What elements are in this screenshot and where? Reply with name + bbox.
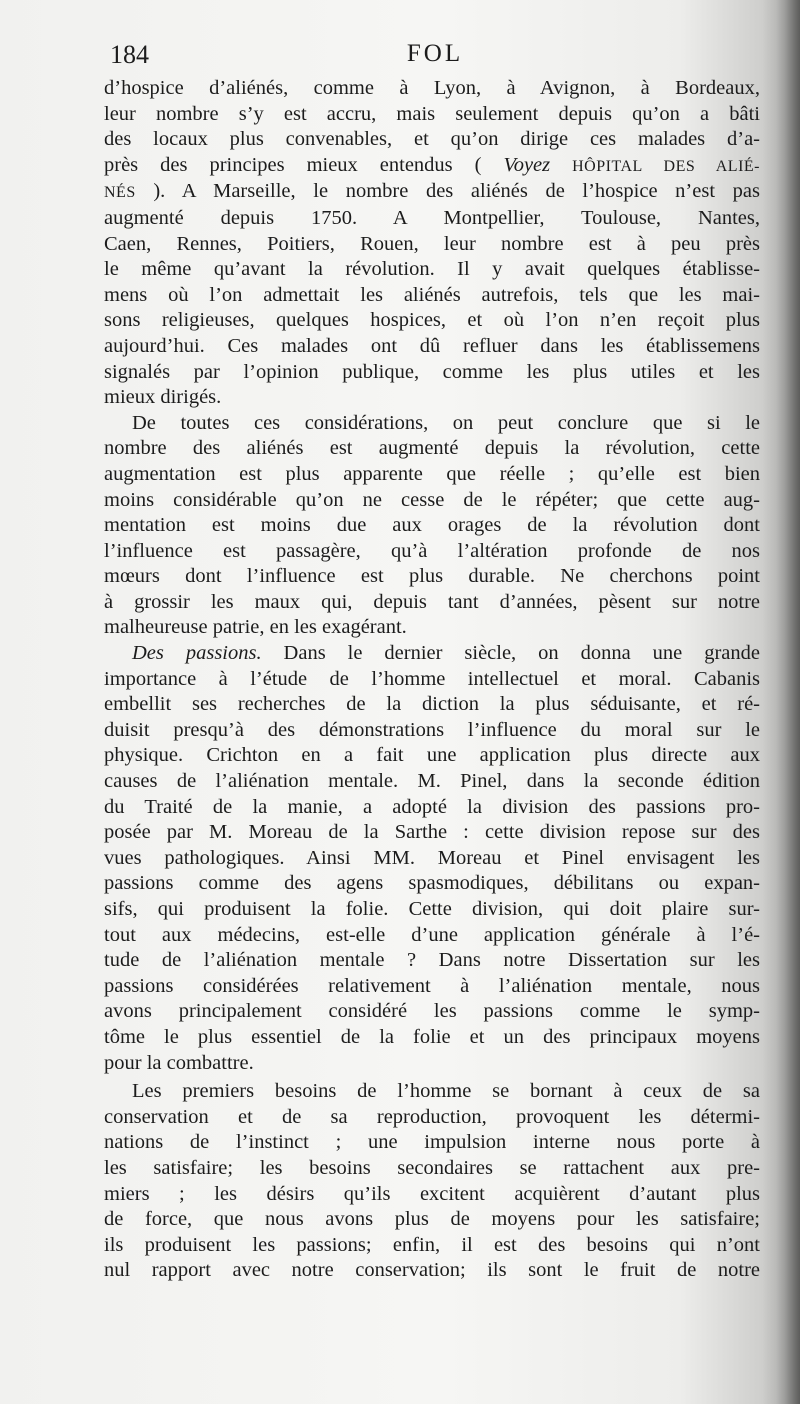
- text-line: tôme le plus essentiel de la folie et un des principaux moyens: [104, 1025, 760, 1048]
- text-line: passions comme des agens spasmodiques, débilitans ou expan-: [104, 872, 760, 895]
- text-line: mieux dirigés.: [104, 386, 222, 409]
- text-line: mens où l’on admettait les aliénés autrefois, tels que les mai-: [104, 283, 760, 306]
- text-line: sons religieuses, quelques hospices, et où l’on n’en reçoit plus: [104, 309, 760, 332]
- text-line: tude de l’aliénation mentale ? Dans notre Dissertation sur les: [104, 949, 760, 972]
- text-line: malheureuse patrie, en les exagérant.: [104, 616, 407, 639]
- cross-reference-voyez: Voyez: [503, 153, 551, 176]
- text-line-with-heading: [104, 641, 760, 667]
- text-line: pour la combattre.: [104, 1051, 254, 1074]
- text-line: augmenté depuis 1750. A Montpellier, Toulouse, Nantes,: [104, 206, 760, 229]
- cross-reference: HÔPITAL DES ALIÉ-: [572, 157, 761, 175]
- section-heading-des-passions: Des passions.: [132, 642, 262, 665]
- text-line: aujourd’hui. Ces malades ont dû refluer dans les établissemens: [104, 334, 760, 357]
- paragraph-4: [104, 1079, 760, 1284]
- text-line: importance à l’étude de l’homme intellectuel et moral. Cabanis: [104, 667, 760, 690]
- text-line: moins considérable qu’on ne cesse de le répéter; que cette aug-: [104, 488, 760, 511]
- text-line: nations de l’instinct ; une impulsion interne nous porte à: [104, 1131, 760, 1154]
- page-header: [110, 40, 760, 80]
- body-text: [104, 76, 760, 1284]
- text-line: miers ; les désirs qu’ils excitent acquièrent d’autant plus: [104, 1182, 760, 1205]
- text-line: des locaux plus convenables, et qu’on dirige ces malades d’a-: [104, 128, 760, 151]
- paragraph-1: [104, 76, 760, 411]
- text-line: de force, que nous avons plus de moyens pour les satisfaire;: [104, 1208, 760, 1231]
- text-line: mentation est moins due aux orages de la révolution dont: [104, 514, 760, 537]
- page-gutter-shadow: [762, 0, 800, 1404]
- page-number: 184: [110, 40, 149, 69]
- text-line: causes de l’aliénation mentale. M. Pinel, dans la seconde édition: [104, 770, 760, 793]
- text-line: conservation et de sa reproduction, provoquent les détermi-: [104, 1105, 760, 1128]
- text-line: mœurs dont l’influence est plus durable. Ne cherchons point: [104, 565, 760, 588]
- text-line: physique. Crichton en a fait une application plus directe aux: [104, 744, 760, 767]
- text-line: leur nombre s’y est accru, mais seulement depuis qu’on a bâti: [104, 102, 760, 125]
- text-line: ils produisent les passions; enfin, il est des besoins qui n’ont: [104, 1233, 760, 1256]
- text-line: Caen, Rennes, Poitiers, Rouen, leur nombre est à peu près: [104, 232, 760, 255]
- text-line: NÉS ). A Marseille, le nombre des aliénés de l’hospice n’est pas: [104, 180, 760, 203]
- text-line-rest: Dans le dernier siècle, on donna une grande: [261, 642, 760, 665]
- text-line: tout aux médecins, est-elle d’une application générale à l’é-: [104, 923, 760, 946]
- text-line: d’hospice d’aliénés, comme à Lyon, à Avignon, à Bordeaux,: [104, 77, 760, 99]
- text-line: nombre des aliénés est augmenté depuis la révolution, cette: [104, 437, 760, 460]
- running-head: FOL: [406, 40, 464, 67]
- paragraph-2: [104, 411, 760, 641]
- text-line: duisit presqu’à des démonstrations l’influence du moral sur le: [104, 718, 760, 741]
- text-line: sifs, qui produisent la folie. Cette division, qui doit plaire sur-: [104, 898, 760, 920]
- text-line: l’influence est passagère, qu’à l’altération profonde de nos: [104, 539, 760, 562]
- text-line: passions considérées relativement à l’aliénation mentale, nous: [104, 974, 760, 997]
- text-line: vues pathologiques. Ainsi MM. Moreau et Pinel envisagent les: [104, 846, 760, 869]
- paragraph-3: [104, 641, 760, 1076]
- text-line: posée par M. Moreau de la Sarthe : cette division repose sur des: [104, 821, 760, 844]
- text-line: Les premiers besoins de l’homme se bornant à ceux de sa: [132, 1080, 760, 1103]
- text-line: embellit ses recherches de la diction la plus séduisante, et ré-: [104, 693, 760, 716]
- cross-reference: NÉS: [104, 184, 136, 202]
- text-line: signalés par l’opinion publique, comme les plus utiles et les: [104, 360, 760, 383]
- text-line: avons principalement considéré les passions comme le symp-: [104, 1000, 760, 1023]
- text-line: du Traité de la manie, a adopté la division des passions pro-: [104, 795, 760, 818]
- text-line: le même qu’avant la révolution. Il y avait quelques établisse-: [104, 258, 760, 281]
- text-line: à grossir les maux qui, depuis tant d’années, pèsent sur notre: [104, 590, 760, 613]
- text-line: De toutes ces considérations, on peut conclure que si le: [132, 411, 760, 434]
- text-line: près des principes mieux entendus ( Voyez HÔPITAL DES ALIÉ-: [104, 153, 761, 176]
- text-line: nul rapport avec notre conservation; ils sont le fruit de notre: [104, 1259, 760, 1282]
- text-line: augmentation est plus apparente que réelle ; qu’elle est bien: [104, 462, 760, 485]
- text-line: les satisfaire; les besoins secondaires se rattachent aux pre-: [104, 1156, 760, 1179]
